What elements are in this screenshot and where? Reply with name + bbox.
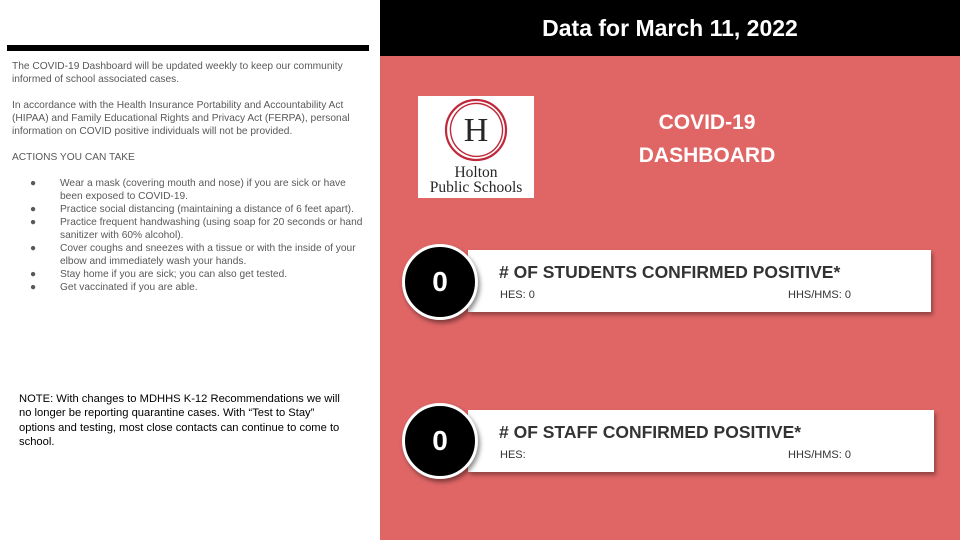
- students-title: # OF STUDENTS CONFIRMED POSITIVE*: [499, 262, 841, 282]
- list-item: [12, 203, 364, 216]
- info-panel: [0, 0, 380, 540]
- bullet-icon: ●: [30, 178, 37, 189]
- list-item: [12, 281, 364, 294]
- quarantine-note: NOTE: With changes to MDHHS K-12 Recommendations we will no longer be reporting quarantine cases. With “Test to Stay” options and testing, most close contacts can continue to come to school.: [19, 393, 340, 448]
- bullet-icon: ●: [30, 217, 37, 228]
- action-text: Stay home if you are sick; you can also get tested.: [60, 269, 288, 280]
- logo-emblem-icon: [418, 96, 534, 166]
- students-hhs-hms: HHS/HMS: 0: [788, 289, 851, 301]
- students-count-badge: 0: [402, 244, 478, 320]
- students-hes: HES: 0: [500, 289, 535, 301]
- date-heading: Data for March 11, 2022: [542, 14, 798, 41]
- title-line-1: COVID-19: [658, 111, 756, 134]
- bullet-icon: ●: [30, 269, 37, 280]
- staff-count-badge: 0: [402, 403, 478, 479]
- bullet-icon: ●: [30, 243, 37, 254]
- info-text: [12, 60, 364, 294]
- action-text: Get vaccinated if you are able.: [60, 282, 198, 293]
- actions-heading: ACTIONS YOU CAN TAKE: [12, 152, 135, 163]
- students-card: [468, 250, 931, 312]
- action-text: Cover coughs and sneezes with a tissue or with the inside of your elbow and immediately wash your hands.: [60, 243, 356, 267]
- list-item: [12, 177, 364, 203]
- school-logo: [418, 96, 534, 198]
- list-item: [12, 242, 364, 268]
- divider: [7, 45, 369, 51]
- logo-line-2: Public Schools: [429, 179, 523, 196]
- intro-paragraph-2: In accordance with the Health Insurance Portability and Accountability Act (HIPAA) and Family Educational Rights and Privacy Act (FERPA), personal information on COVID positive individuals will not be provided.: [12, 100, 350, 137]
- action-text: Practice frequent handwashing (using soap for 20 seconds or hand sanitizer with 60% alcohol).: [60, 217, 363, 241]
- logo-text: [418, 165, 534, 195]
- bullet-icon: ●: [30, 204, 37, 215]
- staff-title: # OF STAFF CONFIRMED POSITIVE*: [499, 422, 802, 442]
- staff-hes: HES:: [500, 449, 526, 461]
- logo-line-1: Holton: [454, 164, 498, 181]
- list-item: [12, 268, 364, 281]
- staff-hhs-hms: HHS/HMS: 0: [788, 449, 851, 461]
- staff-card: [468, 410, 934, 472]
- actions-list: [12, 177, 364, 294]
- intro-paragraph-1: The COVID-19 Dashboard will be updated weekly to keep our community informed of school associated cases.: [12, 61, 343, 85]
- action-text: Wear a mask (covering mouth and nose) if you are sick or have been exposed to COVID-19.: [60, 178, 346, 202]
- bullet-icon: ●: [30, 282, 37, 293]
- title-line-2: DASHBOARD: [638, 144, 776, 167]
- action-text: Practice social distancing (maintaining a distance of 6 feet apart).: [60, 204, 354, 215]
- logo-letter: H: [463, 112, 489, 149]
- dashboard-panel: [380, 0, 960, 540]
- list-item: [12, 216, 364, 242]
- dashboard-title: [580, 106, 834, 172]
